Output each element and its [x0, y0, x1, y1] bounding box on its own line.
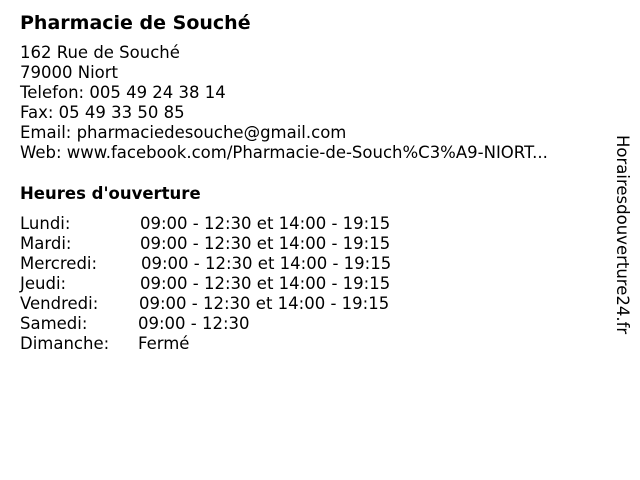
phone-number: Telefon: 005 49 24 38 14 — [20, 83, 226, 102]
hours-row-sunday — [20, 334, 440, 354]
day-hours: 09:00 - 12:30 et 14:00 - 19:15 — [141, 254, 392, 273]
hours-row-friday — [20, 294, 440, 314]
hours-row-saturday — [20, 314, 440, 334]
site-watermark: Horairesdouverture24.fr — [613, 135, 632, 335]
website-url: Web: www.facebook.com/Pharmacie-de-Souch%C3%A9-NIORT... — [20, 143, 548, 162]
day-hours: 09:00 - 12:30 et 14:00 - 19:15 — [140, 214, 391, 233]
hours-row-tuesday — [20, 234, 440, 254]
day-hours: 09:00 - 12:30 et 14:00 - 19:15 — [140, 234, 391, 253]
hours-row-wednesday — [20, 254, 440, 274]
email-address: Email: pharmaciedesouche@gmail.com — [20, 123, 347, 142]
address-city: 79000 Niort — [20, 63, 119, 82]
day-label: Dimanche: — [20, 334, 110, 353]
day-label: Mercredi: — [20, 254, 98, 273]
contact-info — [20, 43, 548, 163]
day-hours: 09:00 - 12:30 — [138, 314, 250, 333]
day-hours: 09:00 - 12:30 et 14:00 - 19:15 — [140, 274, 391, 293]
hours-row-thursday — [20, 274, 440, 294]
day-label: Mardi: — [20, 234, 72, 253]
pharmacy-name: Pharmacie de Souché — [20, 12, 251, 34]
day-label: Jeudi: — [20, 274, 67, 293]
day-label: Lundi: — [20, 214, 71, 233]
opening-hours-list — [20, 214, 440, 354]
hours-row-monday — [20, 214, 440, 234]
day-hours: 09:00 - 12:30 et 14:00 - 19:15 — [139, 294, 390, 313]
day-hours: Fermé — [138, 334, 190, 353]
address-street: 162 Rue de Souché — [20, 43, 180, 62]
day-label: Samedi: — [20, 314, 88, 333]
day-label: Vendredi: — [20, 294, 99, 313]
opening-hours-heading: Heures d'ouverture — [20, 184, 201, 203]
fax-number: Fax: 05 49 33 50 85 — [20, 103, 185, 122]
